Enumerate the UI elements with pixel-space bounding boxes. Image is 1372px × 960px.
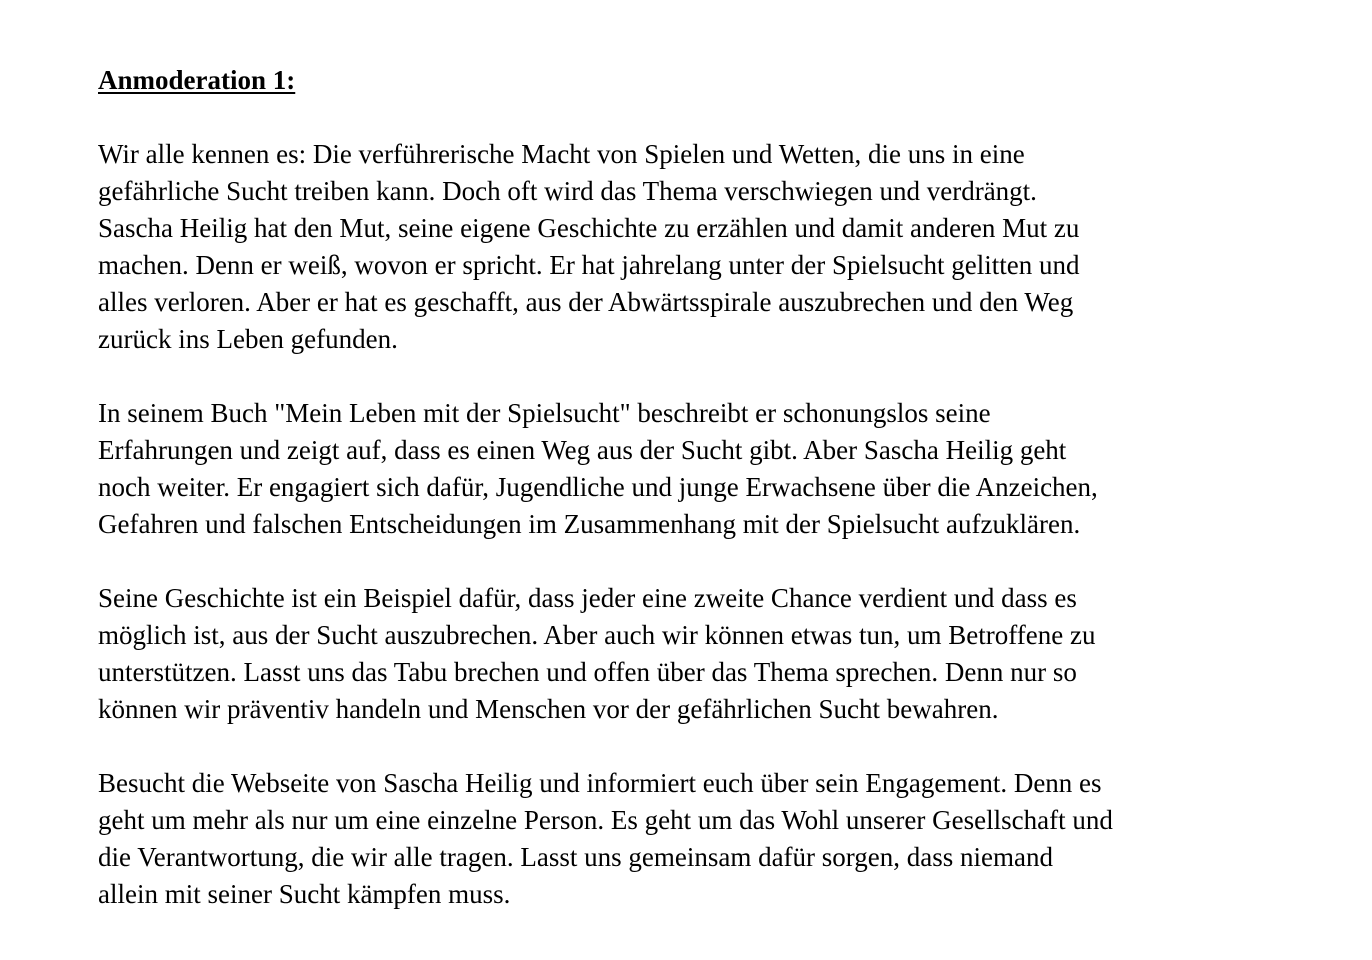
paragraph-line: möglich ist, aus der Sucht auszubrechen. Aber auch wir können etwas tun, um Betroffene zu [98,620,1096,650]
paragraph-line: Wir alle kennen es: Die verführerische Macht von Spielen und Wetten, die uns in eine [98,139,1025,169]
paragraph-line: zurück ins Leben gefunden. [98,324,398,354]
paragraph-line: Sascha Heilig hat den Mut, seine eigene Geschichte zu erzählen und damit anderen Mut zu [98,213,1080,243]
paragraph-line: Gefahren und falschen Entscheidungen im Zusammenhang mit der Spielsucht aufzuklären. [98,509,1081,539]
paragraph-line: alles verloren. Aber er hat es geschafft, aus der Abwärtsspirale auszubrechen und den Weg [98,287,1074,317]
paragraph-line: die Verantwortung, die wir alle tragen. Lasst uns gemeinsam dafür sorgen, dass niemand [98,842,1054,872]
paragraph-book [98,395,1332,543]
paragraph-line: In seinem Buch "Mein Leben mit der Spielsucht" beschreibt er schonungslos seine [98,398,991,428]
paragraph-line: können wir präventiv handeln und Menschen vor der gefährlichen Sucht bewahren. [98,694,999,724]
paragraph-second-chance [98,580,1332,728]
paragraph-website [98,765,1332,913]
paragraph-line: noch weiter. Er engagiert sich dafür, Jugendliche und junge Erwachsene über die Anzeichen, [98,472,1098,502]
paragraph-line: geht um mehr als nur um eine einzelne Person. Es geht um das Wohl unserer Gesellschaft und [98,805,1113,835]
paragraph-intro [98,136,1332,358]
paragraph-line: machen. Denn er weiß, wovon er spricht. Er hat jahrelang unter der Spielsucht gelitten und [98,250,1080,280]
document-heading: Anmoderation 1: [98,65,296,95]
paragraph-line: Seine Geschichte ist ein Beispiel dafür, dass jeder eine zweite Chance verdient und dass es [98,583,1077,613]
paragraph-line: gefährliche Sucht treiben kann. Doch oft wird das Thema verschwiegen und verdrängt. [98,176,1037,206]
paragraph-line: Erfahrungen und zeigt auf, dass es einen Weg aus der Sucht gibt. Aber Sascha Heilig geht [98,435,1067,465]
paragraph-line: Besucht die Webseite von Sascha Heilig und informiert euch über sein Engagement. Denn es [98,768,1102,798]
paragraph-line: unterstützen. Lasst uns das Tabu brechen und offen über das Thema sprechen. Denn nur so [98,657,1077,687]
paragraph-line: allein mit seiner Sucht kämpfen muss. [98,879,511,909]
